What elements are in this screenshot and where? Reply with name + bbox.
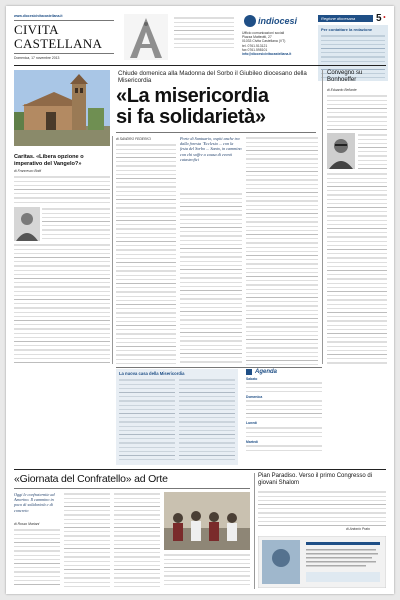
main-quote: Porte di Santuario, ospiti anche tra dalla foresta ’Ecclesia ... con la festa del Sorbo ... Santo, in cammino con chi soffre a causa di eventi catastrofici [180,136,242,162]
convegno-text-side [358,133,387,169]
main-text-col1 [116,143,176,365]
caritas-headline: Caritas. «Libera opzione o imperativo del Vangelo?» [14,154,84,167]
convegno-text-top [327,94,387,130]
page-marker: • [383,13,386,22]
main-headline-line2: si fa solidarietà» [116,106,266,128]
masthead-url[interactable]: www.diocesicivitacastellana.it [14,14,63,18]
regione-label: Regione diocesana [318,15,373,22]
caritas-text-top [14,175,110,205]
agenda-title: Agenda [255,369,278,375]
section-title-civita: CIVITA [14,22,59,37]
contact-info: Ufficio comunicazioni sociali Piazza Matteotti, 27 01033 Civita Castellana (VT) tel. 0761.513121 fax 0761.598101 info@diocesicivitacastellana.it [242,31,308,56]
convegno-text-body [327,172,387,364]
lower-box [116,369,238,465]
main-headline-line1: «La misericordia [116,85,269,107]
contact-email[interactable]: info@diocesicivitacastellana.it [242,52,292,57]
caritas-text-body [14,243,110,363]
caritas-byline: di Francesco Botti [14,169,42,173]
indiocesi-logo: indiocesi [244,15,304,29]
section-title-castellana: CASTELLANA [14,36,103,51]
main-kicker: Chiude domenica alla Madonna del Sorbo il Giubileo diocesano della Misericordia [118,70,307,85]
church-photo [14,70,110,146]
newspaper-page [6,6,394,594]
diocese-emblem-icon [124,14,168,60]
contact-box-title: Per contattare la redazione [321,27,373,32]
procession-photo [164,492,250,550]
bonhoeffer-portrait [327,133,355,169]
lower-box-title: La nuova casa della Misericordia [119,371,185,376]
main-byline: di SANDRO FEDERICI [116,137,151,141]
agenda-item: Lunedì [246,421,258,426]
convegno-byline: di Eduardo Bellante [327,88,357,92]
agenda-box [246,369,322,465]
paradiso-byline: di Antonio Prato [346,527,371,531]
agenda-item: Martedì [246,439,259,444]
advertisement-photo [258,536,386,588]
agenda-item: Sabato [246,377,258,381]
caritas-portrait [14,207,40,241]
main-text-col3 [246,136,318,365]
issue-date: Domenica, 17 novembre 2013 [14,56,60,60]
confratello-quote: Oggi le confraternite ad Amerino. Il cammino in poco di solidarietà e di concreto [14,492,55,513]
info-column-left [174,16,234,50]
paradiso-text-top [258,490,386,526]
paradiso-headline: Pian Paradiso. Verso il primo Congresso di giovani Shalom [258,473,373,486]
confratello-byline: di Rosso Mariani [14,522,40,526]
confratello-text-col4 [164,553,250,588]
agenda-icon [246,369,252,375]
main-text-col2 [180,192,242,365]
confratello-text-col2 [64,492,110,588]
confratello-text-col3 [114,492,160,588]
confratello-text-col1 [14,528,60,588]
page-number: 5 [376,13,382,24]
convegno-title: Convegno su Bonhoeffer [327,70,363,83]
agenda-item: Domenica [246,395,263,400]
confratello-headline: «Giornata del Confratello» ad Orte [14,473,168,485]
caritas-text-side [42,207,110,241]
